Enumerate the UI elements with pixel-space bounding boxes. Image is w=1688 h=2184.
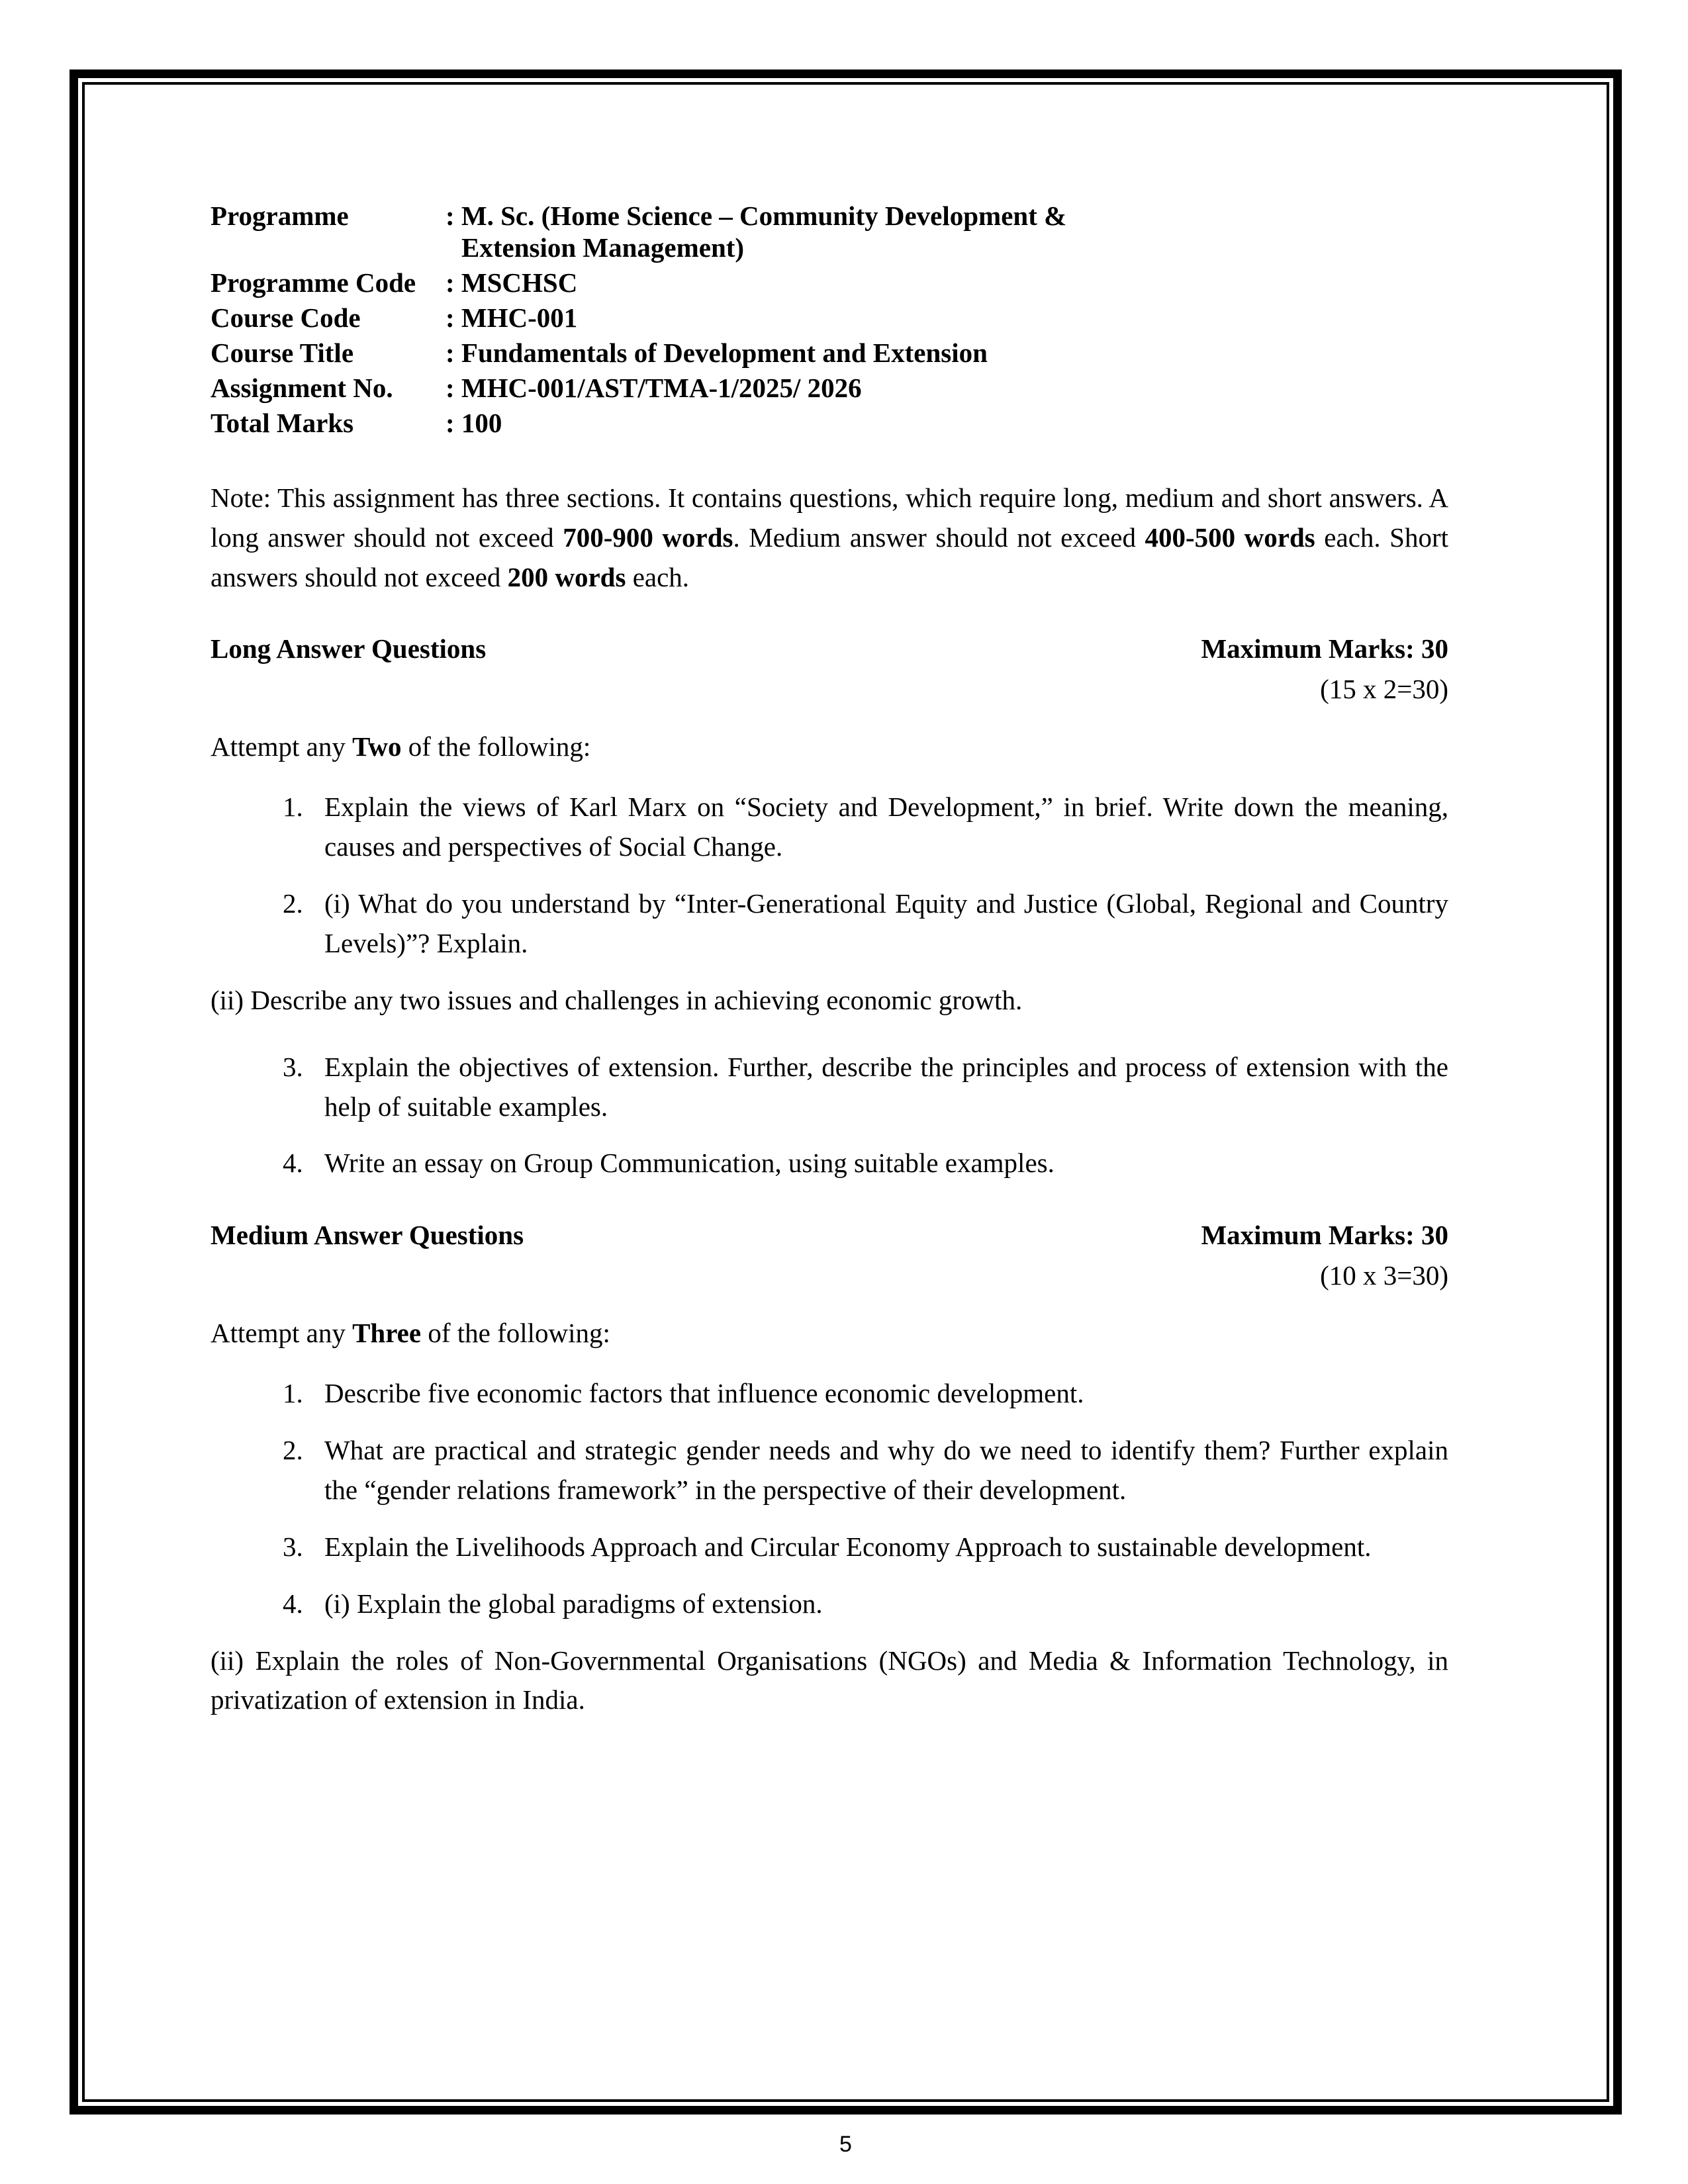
meta-value-programme-code: : MSCHSC xyxy=(445,267,578,298)
section-header-medium xyxy=(211,1222,1448,1249)
meta-label-assignment-no: Assignment No. xyxy=(211,372,393,403)
note-bold-long-words: 700-900 words xyxy=(563,522,733,553)
section-marks-breakdown-long: (15 x 2=30) xyxy=(1320,674,1448,705)
attempt-count-long: Two xyxy=(352,731,402,762)
meta-label-course-title: Course Title xyxy=(211,337,354,368)
assignment-note xyxy=(211,478,1448,598)
question-list-long-part-b xyxy=(211,1048,1448,1184)
meta-row-assignment-no xyxy=(211,373,1448,408)
question-list-medium xyxy=(211,1374,1448,1623)
attempt-instruction-medium xyxy=(211,1320,1448,1347)
question-item: 1. Explain the views of Karl Marx on “Society and Development,” in brief. Write down the meaning, causes and perspectives of Social Change. xyxy=(310,788,1448,867)
attempt-count-medium: Three xyxy=(352,1318,422,1349)
meta-row-programme xyxy=(211,201,1448,267)
meta-value-course-title: : Fundamentals of Development and Extension xyxy=(445,337,988,368)
attempt-prefix-long: Attempt any xyxy=(211,731,353,762)
note-part-4: each. xyxy=(626,561,690,592)
attempt-suffix-long: of the following: xyxy=(401,731,591,762)
meta-value-programme-continuation: Extension Management) xyxy=(461,232,745,263)
meta-value-programme-text: : M. Sc. (Home Science – Community Development & xyxy=(445,201,1067,231)
note-bold-medium-words: 400-500 words xyxy=(1145,522,1315,553)
meta-value-course-code: : MHC-001 xyxy=(445,302,578,333)
assignment-meta-table xyxy=(211,201,1448,443)
section-title-medium: Medium Answer Questions xyxy=(211,1220,524,1251)
question-item: 1. Describe five economic factors that influence economic development. xyxy=(310,1374,1448,1414)
meta-label-programme: Programme xyxy=(211,201,349,231)
question-item: 3. Explain the Livelihoods Approach and Circular Economy Approach to sustainable development. xyxy=(310,1527,1448,1567)
meta-value-total-marks: : 100 xyxy=(445,407,502,438)
section-header-long xyxy=(211,635,1448,662)
question-subpart-ii-long: (ii) Describe any two issues and challenges in achieving economic growth. xyxy=(211,984,1023,1015)
attempt-instruction-long xyxy=(211,733,1448,760)
question-item: 4. Write an essay on Group Communication, using suitable examples. xyxy=(310,1144,1448,1183)
section-title-long: Long Answer Questions xyxy=(211,633,487,664)
meta-value-assignment-no: : MHC-001/AST/TMA-1/2025/ 2026 xyxy=(445,372,862,403)
page-border-outer xyxy=(70,69,1622,2157)
question-item: 2. What are practical and strategic gender needs and why do we need to identify them? Further explain the “gender relations framework” in the perspective of their development. xyxy=(310,1431,1448,1510)
section-marks-breakdown-medium: (10 x 3=30) xyxy=(1320,1260,1448,1291)
section-max-marks-medium: Maximum Marks: 30 xyxy=(1201,1220,1448,1251)
attempt-prefix-medium: Attempt any xyxy=(211,1318,353,1349)
question-item: 3. Explain the objectives of extension. Further, describe the principles and process of extension with the help of suitable examples. xyxy=(310,1048,1448,1127)
question-item: 2. (i) What do you understand by “Inter-Generational Equity and Justice (Global, Regional and Country Levels)”? Explain. xyxy=(310,884,1448,964)
note-part-1: Note: This assignment has three sections. It contains questions, which require long, medium and short answers. A long answer should not exceed xyxy=(211,482,1448,553)
page-number: 5 xyxy=(839,2132,852,2157)
section-max-marks-long: Maximum Marks: 30 xyxy=(1201,633,1448,664)
question-subpart-ii-medium: (ii) Explain the roles of Non-Governmental Organisations (NGOs) and Media & Information Technology, in privatization of extension in India. xyxy=(211,1645,1448,1715)
meta-label-programme-code: Programme Code xyxy=(211,267,416,298)
note-part-3: each. Short answers should not exceed xyxy=(211,522,1449,592)
meta-label-total-marks: Total Marks xyxy=(211,407,354,438)
question-list-long-part-a xyxy=(211,788,1448,963)
meta-row-course-title xyxy=(211,338,1448,373)
meta-row-total-marks xyxy=(211,408,1448,443)
note-bold-short-words: 200 words xyxy=(507,561,626,592)
note-part-2: . Medium answer should not exceed xyxy=(733,522,1145,553)
meta-row-course-code xyxy=(211,302,1448,338)
attempt-suffix-medium: of the following: xyxy=(421,1318,610,1349)
question-item: 4. (i) Explain the global paradigms of extension. xyxy=(310,1584,1448,1624)
document-content xyxy=(211,201,1448,1747)
meta-label-course-code: Course Code xyxy=(211,302,361,333)
meta-row-programme-code xyxy=(211,267,1448,302)
meta-value-programme xyxy=(445,201,1448,267)
